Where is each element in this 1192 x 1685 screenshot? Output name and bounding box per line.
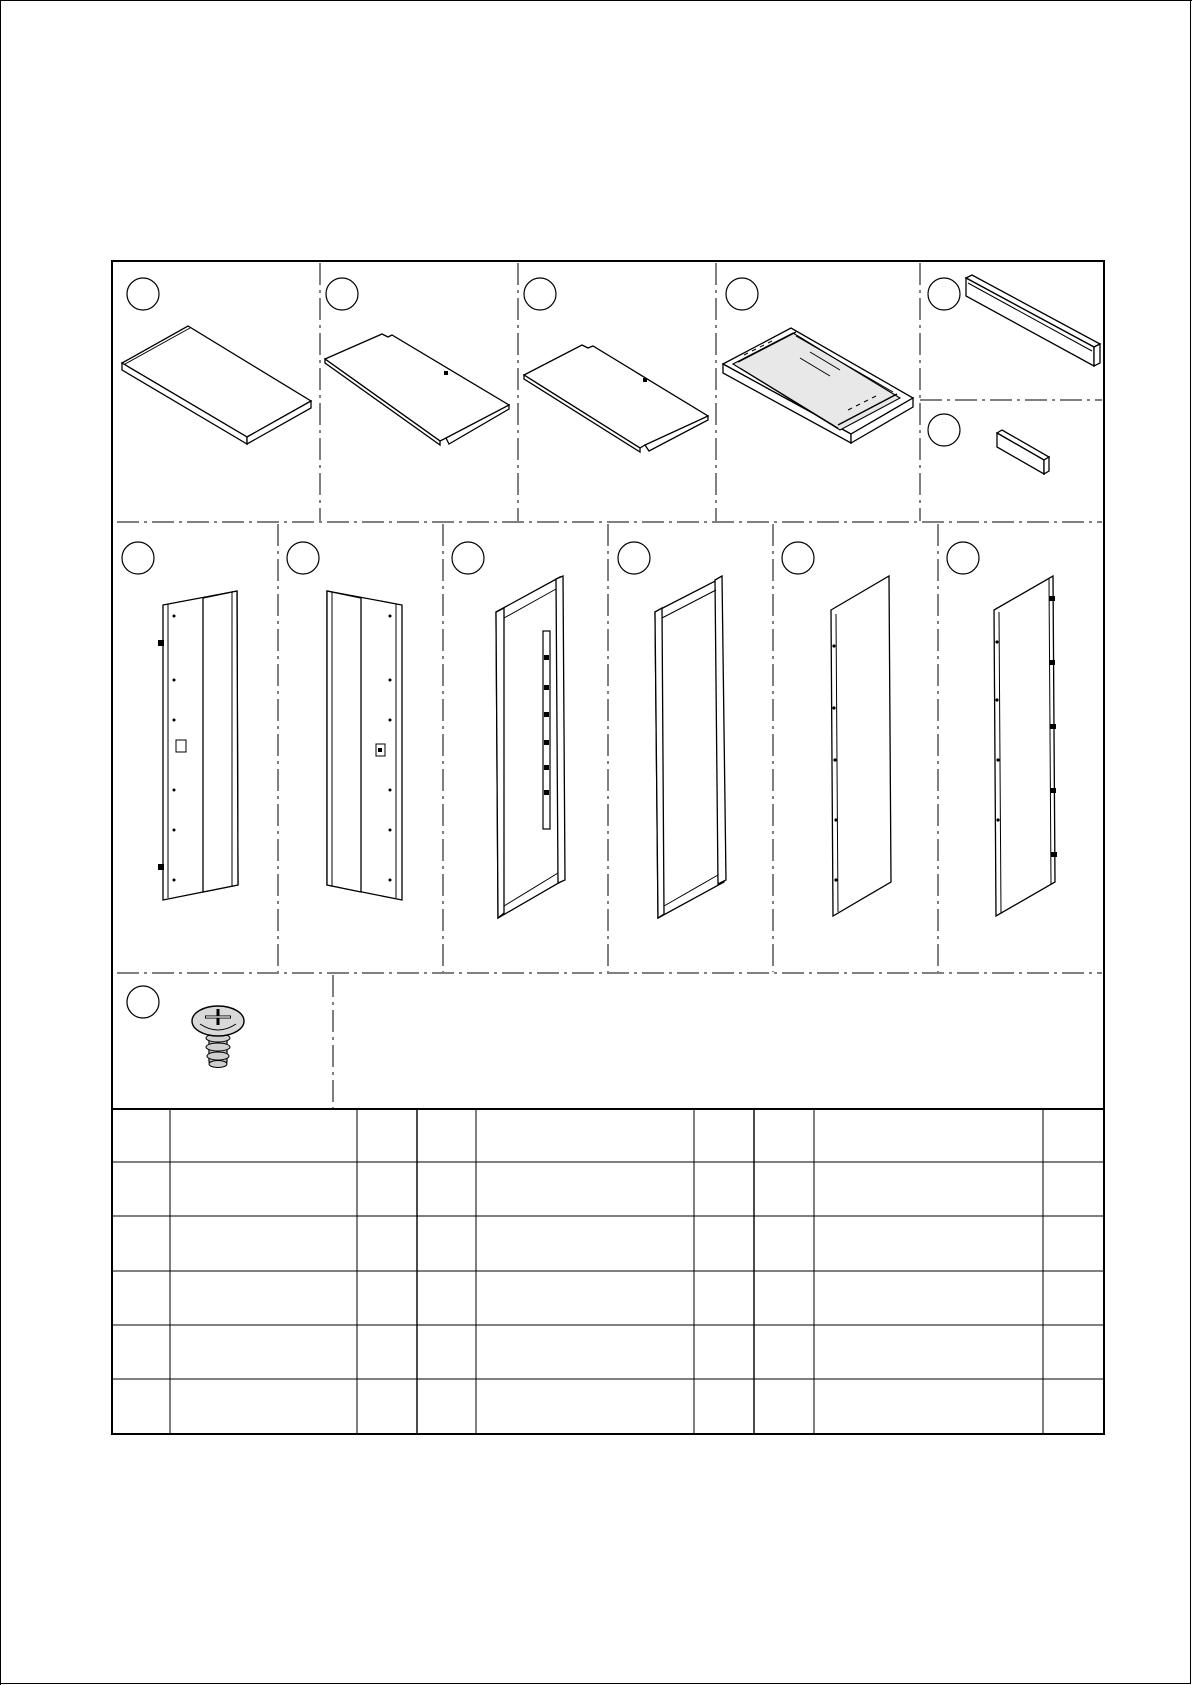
part-12-number-circle [947,542,979,574]
side-panel-icon [158,591,238,900]
screw-icon [192,1006,244,1068]
back-panel-icon [831,576,891,916]
flat-panel-icon [122,326,311,444]
parts-table [112,1109,1104,1434]
long-rail-icon [966,275,1100,366]
part-13-number-circle [127,986,159,1018]
part-11 [782,542,891,916]
part-9 [452,542,565,918]
part-2 [325,278,509,445]
side-panel-icon [327,591,402,900]
part-10-number-circle [618,542,650,574]
frame-panel-icon [723,328,913,443]
part-9-number-circle [452,542,484,574]
door-panel-icon [496,576,565,918]
part-13 [127,986,244,1068]
part-8 [287,542,402,900]
part-7 [122,542,238,900]
part-2-number-circle [326,278,358,310]
shelf-panel-icon [325,334,509,445]
part-7-number-circle [122,542,154,574]
part-3-number-circle [524,278,556,310]
part-10 [618,542,726,918]
part-1 [122,278,311,444]
part-1-number-circle [127,278,159,310]
short-rail-icon [997,430,1049,474]
part-11-number-circle [782,542,814,574]
part-12 [947,542,1057,916]
door-panel-icon [655,576,726,918]
part-6-number-circle [928,414,960,446]
back-panel-icon [994,576,1057,916]
part-4-number-circle [726,278,758,310]
part-6 [928,414,1049,474]
part-8-number-circle [287,542,319,574]
shelf-panel-icon [524,345,708,452]
part-4 [723,278,913,443]
part-5-number-circle [928,278,960,310]
part-3 [524,278,708,452]
part-5 [928,275,1100,366]
